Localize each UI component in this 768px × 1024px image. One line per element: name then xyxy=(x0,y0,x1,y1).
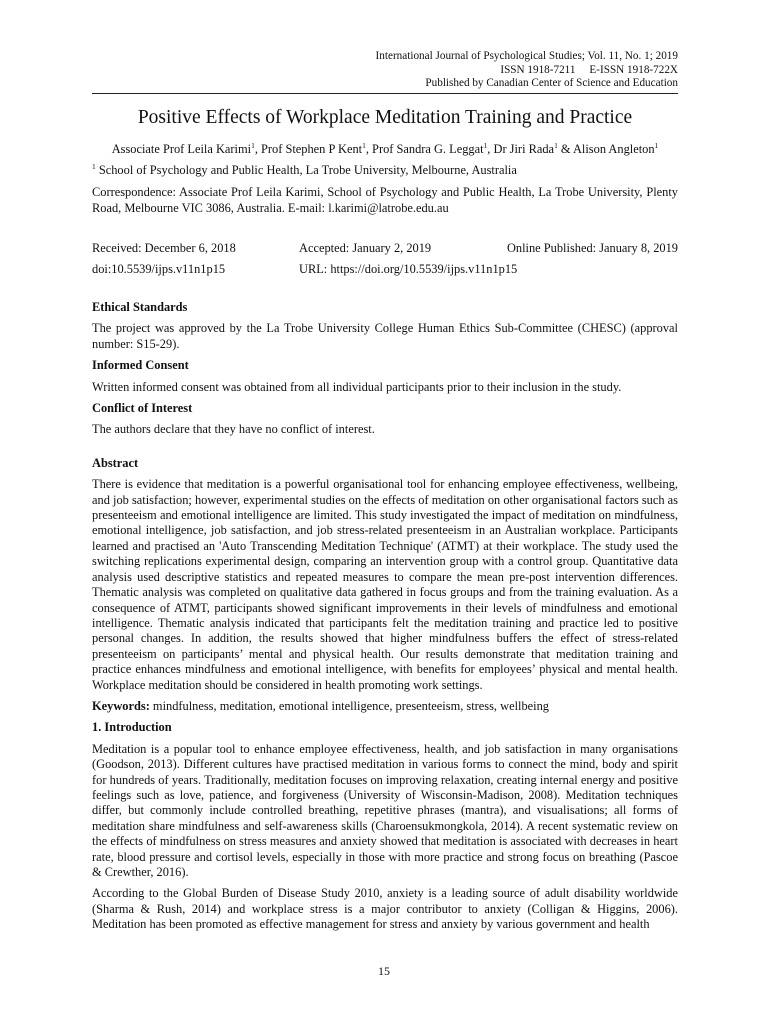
introduction-paragraph: Meditation is a popular tool to enhance employee effectiveness, health, and job satisfaction in many organisations (Goodson, 2013). Different cultures have practised meditation in various forms to connect the mind, body and spirit for hundreds of years. Traditionally, meditation focuses on improving relaxation, creating internal energy and positive feelings such as love, patience, and forgiveness (University of Wisconsin-Madison, 2008). Meditation techniques differ, but commonly include controlled breathing, repetitive phrases (mantra), and visualisations; all forms of meditation share mindfulness and self-awareness skills (Charoensukmongkola, 2014). A recent systematic review on the effects of mindfulness on stress measures and anxiety showed that meditation is associated with decreases in heart rate, blood pressure and cortisol levels, especially in those with more practice and strong focus on breathing (Pascoe & Crewther, 2016). xyxy=(92,741,678,879)
abstract-text: There is evidence that meditation is a powerful organisational tool for enhancing employee effectiveness, wellbeing, and job satisfaction; however, experimental studies on the effects of meditation on other organisational factors such as presenteeism and emotional intelligence are limited. This study investigated the impact of meditation on mindfulness, emotional intelligence, job satisfaction, and job stress-related presenteeism in an Australian workplace. Participants learned and practised an 'Auto Transcending Meditation Technique' (ATMT) at their workplace. The study used the switching replications experimental design, comparing an intervention group with a control group. Quantitative data analysis used descriptive statistics and repeated measures to compare the mean pre-post intervention differences. Thematic analysis was completed on qualitative data gathered in focus groups and from the training evaluation. As a consequence of ATMT, participants showed significant improvements in their levels of mindfulness and emotional intelligence. Thematic analysis indicated that participants felt the meditation training and practice led to positive personal changes. In addition, the results showed that higher mindfulness buffers the effect of stress-related presenteeism on participants’ mental and physical health. Our results demonstrate that meditation training and practice enhances mindfulness and emotional intelligence, with benefits for employees’ physical and mental health. Workplace meditation should be considered in health promoting work settings. xyxy=(92,477,678,692)
author-affiliation-marker: 1 xyxy=(654,140,659,150)
doi-text: doi:10.5539/ijps.v11n1p15 xyxy=(92,262,226,276)
author-affiliation-marker: 1 xyxy=(251,140,255,150)
affiliation xyxy=(92,163,678,178)
keywords xyxy=(92,699,678,714)
introduction-heading: 1. Introduction xyxy=(92,720,172,735)
article-body xyxy=(92,300,678,939)
abstract-heading: Abstract xyxy=(92,455,139,470)
author-list: Associate Prof Leila Karimi$^1$, Prof Stephen P Kent$^1$, Prof Sandra G. Leggat$^1$, Dr Jiri Rada$^1$ & Alison Angleton$^1$ xyxy=(111,140,659,156)
author-affiliation-marker: 1 xyxy=(362,140,366,150)
paper-title: Positive Effects of Workplace Meditation Training and Practice xyxy=(137,107,633,128)
journal-info: International Journal of Psychological Studies; Vol. 11, No. 1; 2019 xyxy=(375,50,678,62)
author-affiliation-marker: 1 xyxy=(554,140,558,150)
author-name: Prof Stephen P Kent xyxy=(261,142,363,156)
running-header xyxy=(376,50,678,91)
introduction-paragraph: According to the Global Burden of Disease Study 2010, anxiety is a leading source of adult disability worldwide (Sharma & Rush, 2014) and workplace stress is a major contributor to anxiety (Colligan & Higgins, 2006). Meditation has been promoted as effective management for stress and anxiety by various government and health xyxy=(92,886,678,932)
author-name: Dr Jiri Rada xyxy=(493,142,555,156)
received-date: Received: December 6, 2018 xyxy=(92,241,236,255)
page-number: 15 xyxy=(378,964,390,978)
keywords-text: mindfulness, meditation, emotional intelligence, presenteeism, stress, wellbeing xyxy=(149,698,549,713)
conflict-heading: Conflict of Interest xyxy=(92,401,193,416)
ethical-standards-heading: Ethical Standards xyxy=(92,300,188,314)
header-rule xyxy=(92,93,678,94)
informed-consent-text: Written informed consent was obtained from all individual participants prior to their inclusion in the study. xyxy=(92,379,622,394)
author-name: Alison Angleton xyxy=(572,142,655,156)
author-name: Associate Prof Leila Karimi xyxy=(111,142,252,156)
author-affiliation-marker: 1 xyxy=(483,140,488,150)
author-name: Prof Sandra G. Leggat xyxy=(372,142,484,156)
informed-consent-heading: Informed Consent xyxy=(92,358,189,373)
accepted-date: Accepted: January 2, 2019 xyxy=(299,241,432,255)
correspondence: Correspondence: Associate Prof Leila Karimi, School of Psychology and Public Health, La Trobe University, Plenty Road, Melbourne VIC 3086, Australia. E-mail: l.karimi@latrobe.edu.au xyxy=(92,185,678,215)
issn-info: ISSN 1918-7211 E-ISSN 1918-722X xyxy=(500,63,678,76)
publisher-info: Published by Canadian Center of Science and Education xyxy=(425,77,678,89)
affiliation-text: School of Psychology and Public Health, La Trobe University, Melbourne, Australia xyxy=(95,163,517,177)
online-published-date: Online Published: January 8, 2019 xyxy=(506,241,678,255)
affiliation-marker: 1 xyxy=(92,161,96,171)
publication-dates xyxy=(92,240,678,282)
url-link[interactable]: URL: https://doi.org/10.5539/ijps.v11n1p15 xyxy=(299,262,518,276)
ethical-standards-text: The project was approved by the La Trobe University College Human Ethics Sub-Committee (CHESC) (approval number: S15-29). xyxy=(92,321,678,351)
keywords-label: Keywords: xyxy=(92,698,150,713)
conflict-text: The authors declare that they have no conflict of interest. xyxy=(92,422,375,437)
